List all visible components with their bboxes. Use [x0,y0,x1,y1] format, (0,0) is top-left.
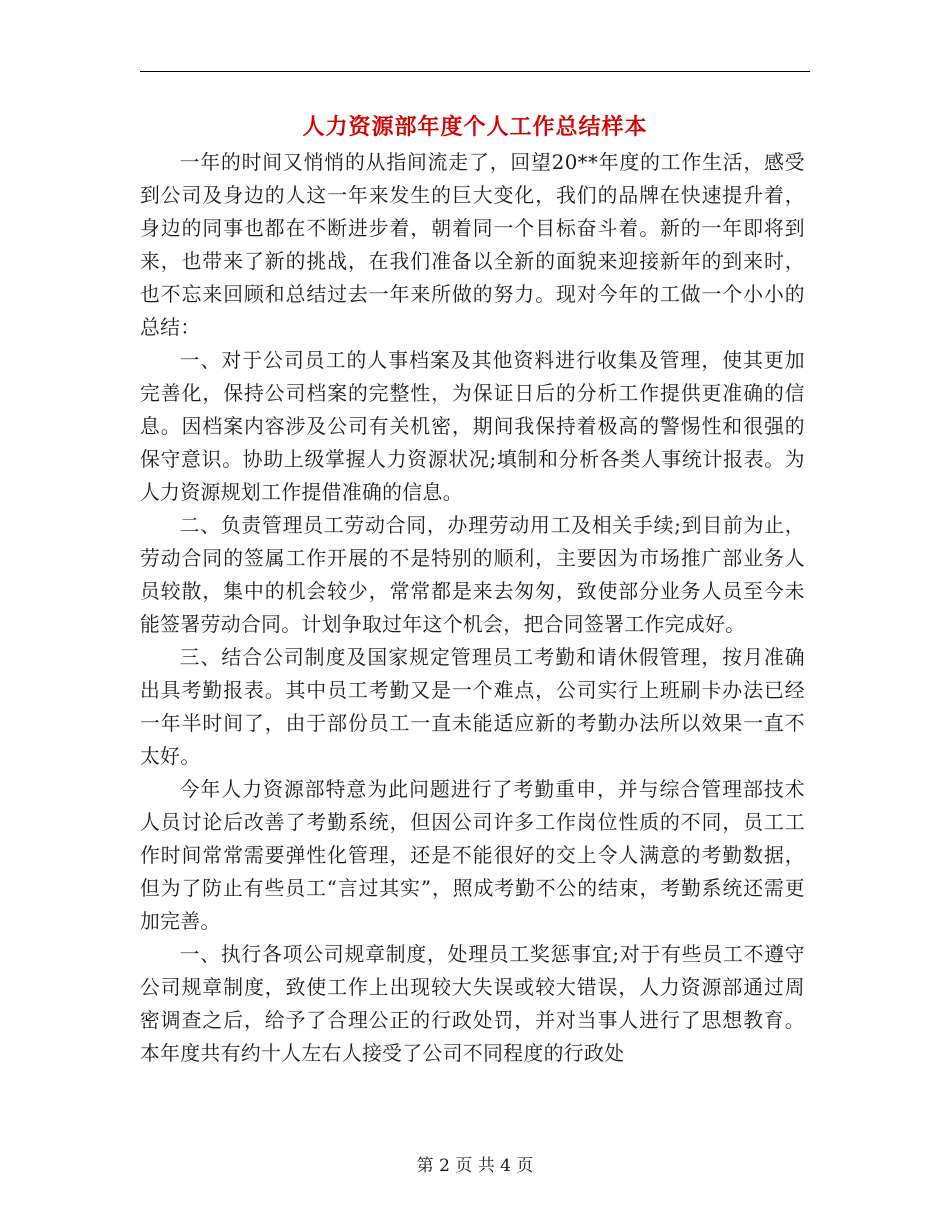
body-paragraph: 三、结合公司制度及国家规定管理员工考勤和请休假管理，按月准确出具考勤报表。其中员工考勤又是一个难点，公司实行上班刷卡办法已经一年半时间了，由于部份员工一直未能适应新的考勤办法所以效果一直不太好。 [140,646,805,768]
document-title: 人力资源部年度个人工作总结样本 [302,114,648,140]
body-paragraph: 一、执行各项公司规章制度，处理员工奖惩事宜;对于有些员工不遵守公司规章制度，致使工作上出现较大失误或较大错误，人力资源部通过周密调查之后，给予了合理公正的行政处罚，并对当事人进行了思想教育。本年度共有约十人左右人接受了公司不同程度的行政处 [140,943,805,1065]
header-rule [140,71,810,72]
body-paragraph: 一年的时间又悄悄的从指间流走了，回望20**年度的工作生活，感受到公司及身边的人这一年来发生的巨大变化，我们的品牌在快速提升着，身边的同事也都在不断进步着，朝着同一个目标奋斗着。新的一年即将到来，也带来了新的挑战，在我们准备以全新的面貌来迎接新年的到来时，也不忘来回顾和总结过去一年来所做的努力。现对今年的工做一个小小的总结： [140,151,805,339]
document-body [140,146,805,1070]
body-paragraph: 今年人力资源部特意为此问题进行了考勤重申，并与综合管理部技术人员讨论后改善了考勤系统，但因公司许多工作岗位性质的不同，员工工作时间常常需要弹性化管理，还是不能很好的交上令人满意的考勤数据，但为了防止有些员工“言过其实”，照成考勤不公的结束，考勤系统还需更加完善。 [140,778,805,933]
body-paragraph: 一、对于公司员工的人事档案及其他资料进行收集及管理，使其更加完善化，保持公司档案的完整性，为保证日后的分析工作提供更准确的信息。因档案内容涉及公司有关机密，期间我保持着极高的警惕性和很强的保守意识。协助上级掌握人力资源状况;填制和分析各类人事统计报表。为人力资源规划工作提借准确的信息。 [140,349,805,504]
page-footer: 第 2 页 共 4 页 [416,1156,534,1176]
body-paragraph: 二、负责管理员工劳动合同，办理劳动用工及相关手续;到目前为止，劳动合同的签属工作开展的不是特别的顺利，主要因为市场推广部业务人员较散，集中的机会较少，常常都是来去匆匆，致使部分业务人员至今未能签署劳动合同。计划争取过年这个机会，把合同签署工作完成好。 [140,514,805,636]
